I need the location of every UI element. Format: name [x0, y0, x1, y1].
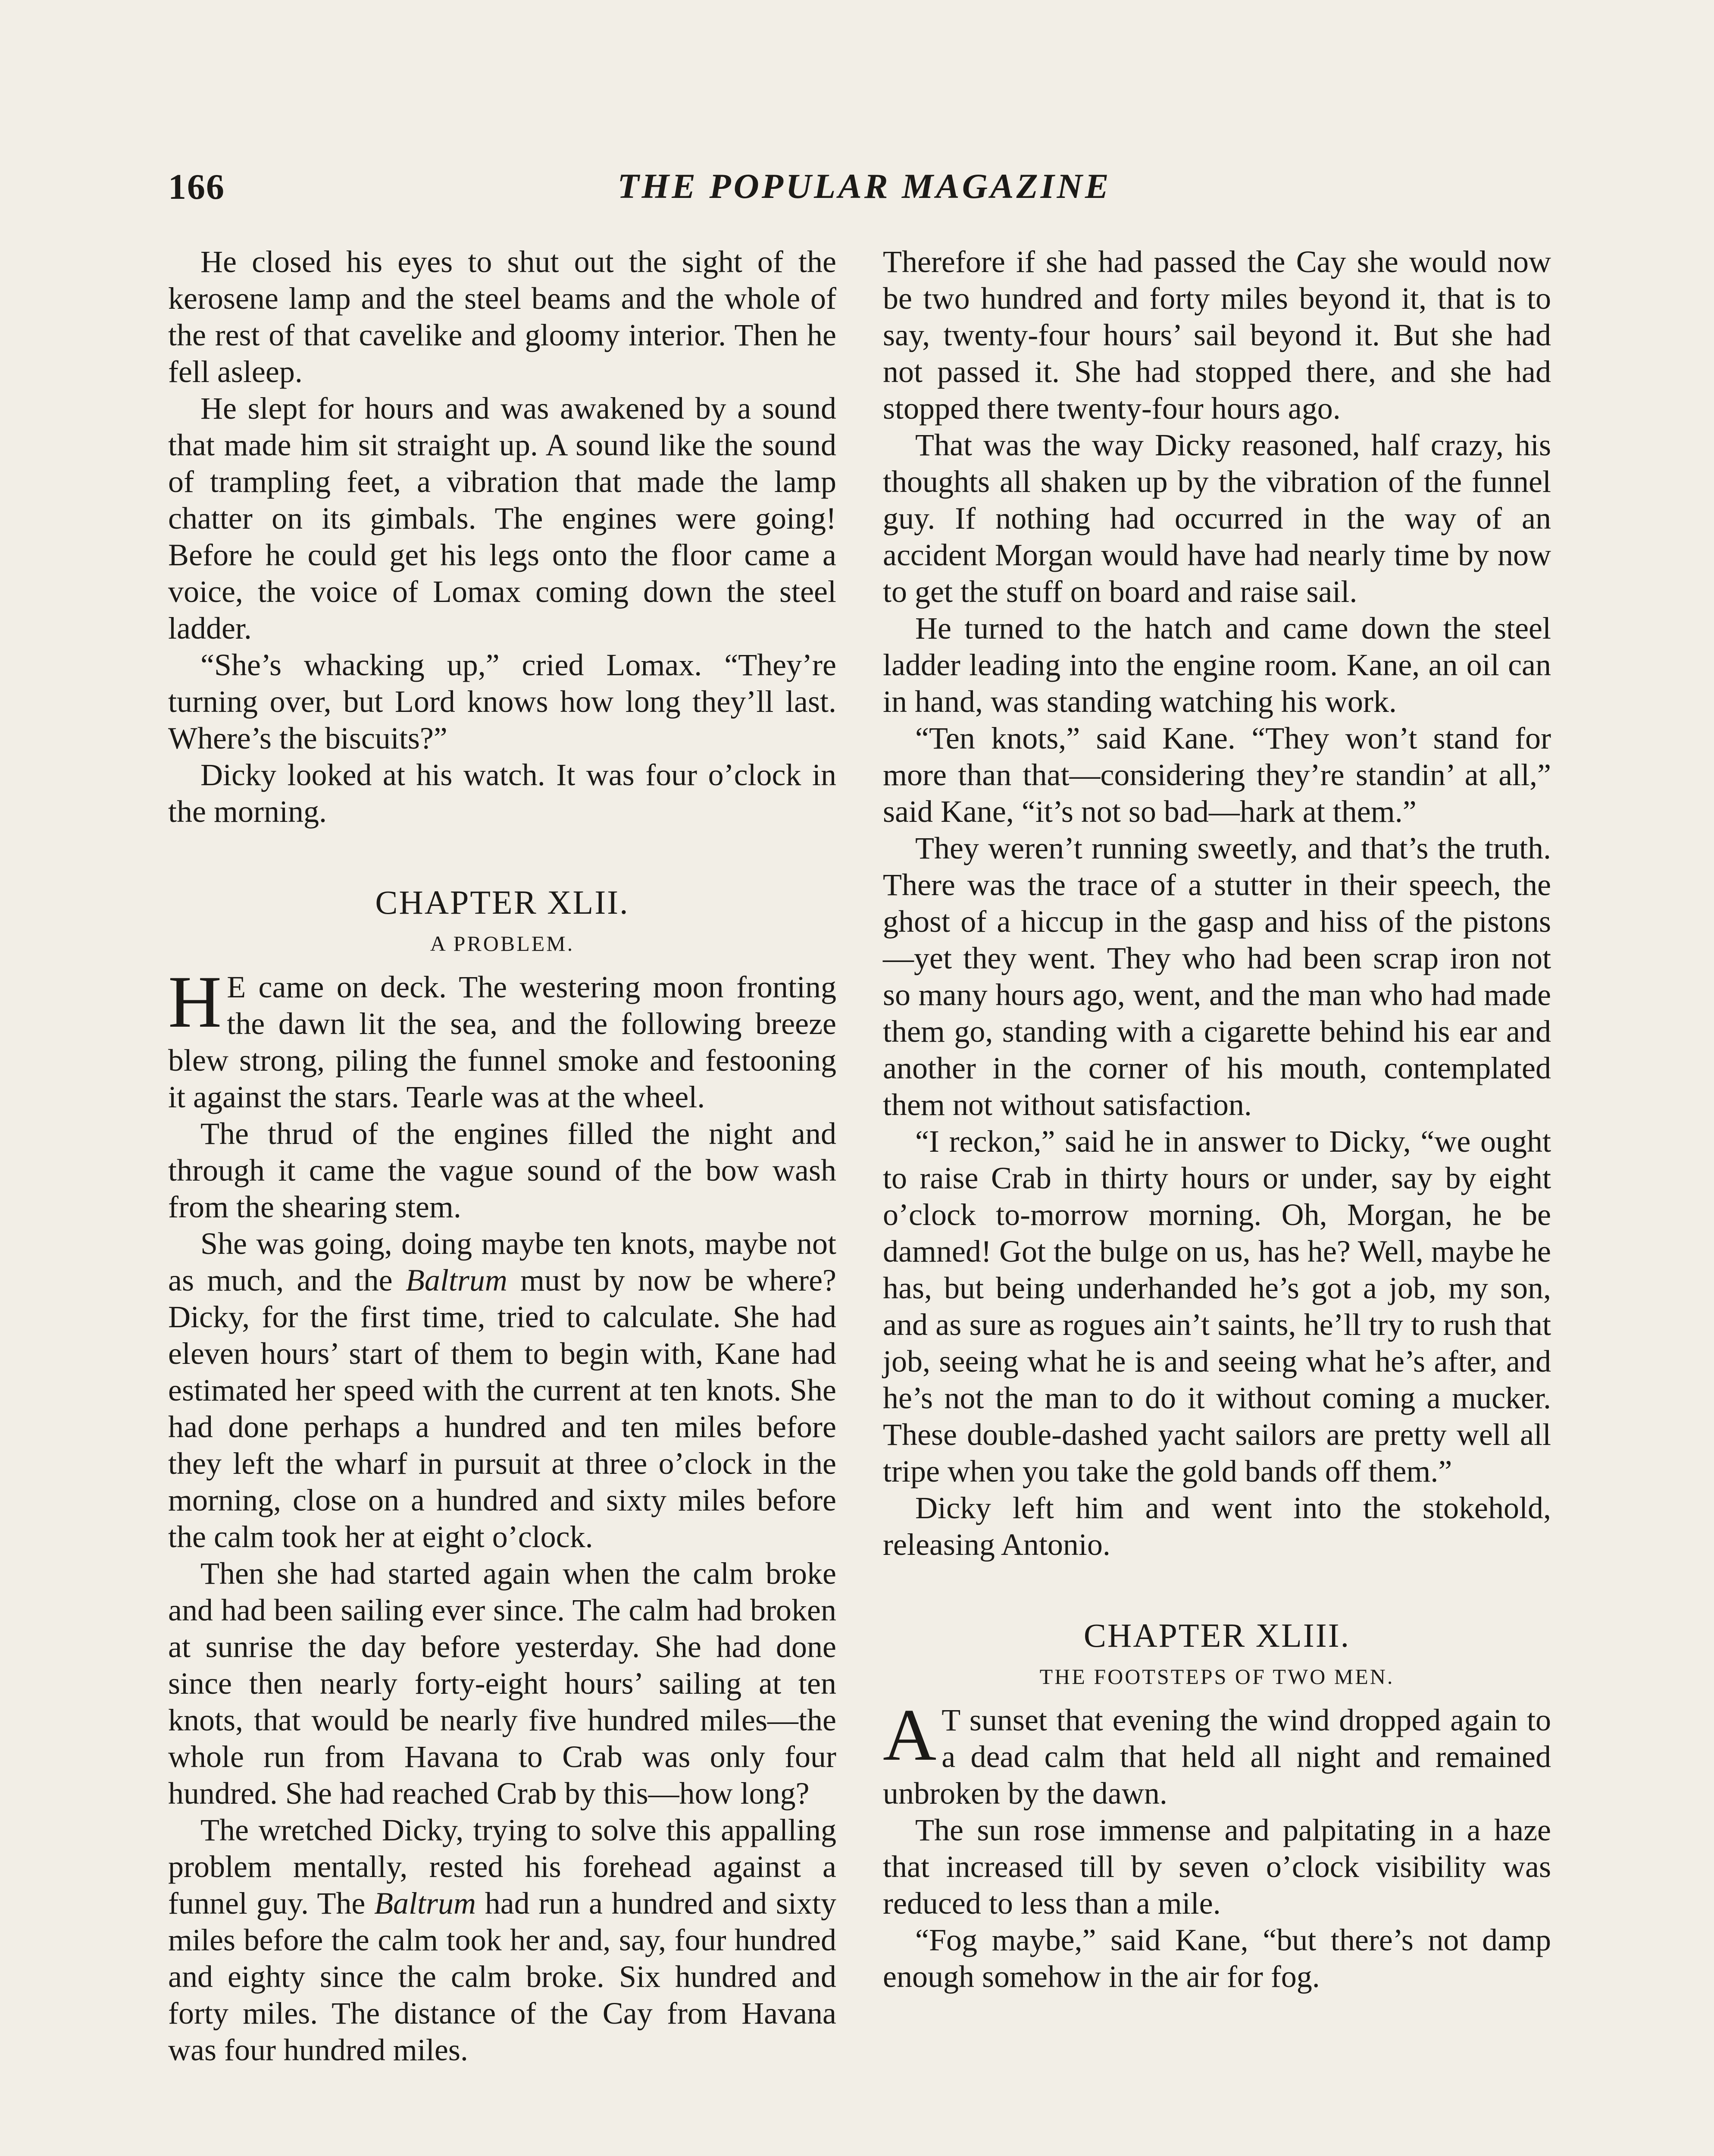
drop-cap: H: [168, 961, 222, 1043]
drop-cap: A: [883, 1694, 937, 1776]
paragraph-text: The wretched Dicky, trying to solve this appalling problem mentally, rested his forehead against a funnel guy. The: [168, 1813, 836, 1921]
paragraph: The sun rose immense and palpitating in a haze that increased till by seven o’clock visibility was reduced to less than a mile.: [883, 1813, 1551, 1921]
paragraph: They weren’t running sweetly, and that’s the truth. There was the trace of a stutter in their speech, the ghost of a hiccup in the gasp and hiss of the pistons—yet they went. They who had been scrap iron not so many hours ago, went, and the man who had made them go, standing with a cigarette behind his ear and another in the corner of his mouth, contemplated them not without satisfaction.: [883, 831, 1551, 1122]
ship-name: Baltrum: [405, 1263, 507, 1297]
paragraph-text: had run a hundred and sixty miles before the calm took her and, say, four hundred and eighty since the calm broke. Six hundred and forty miles. The distance of the Cay from Havana was four hundred miles.: [168, 1886, 837, 2067]
paragraph: He slept for hours and was awakened by a sound that made him sit straight up. A sound like the sound of trampling feet, a vibration that made the lamp chatter on its gimbals. The engines were going! Before he could get his legs onto the floor came a voice, the voice of Lomax coming down the steel ladder.: [168, 391, 836, 646]
paragraph: He closed his eyes to shut out the sight of the kerosene lamp and the steel beams and the whole of the rest of that cavelike and gloomy interior. Then he fell asleep.: [168, 244, 836, 389]
paragraph: “Fog maybe,” said Kane, “but there’s not damp enough somehow in the air for fog.: [883, 1923, 1551, 1994]
paragraph: [168, 1225, 836, 1555]
paragraph: “She’s whacking up,” cried Lomax. “They’re turning over, but Lord knows how long they’ll last. Where’s the biscuits?”: [168, 648, 836, 755]
paragraph: Dicky left him and went into the stokehold, releasing Antonio.: [883, 1491, 1551, 1562]
left-column: [168, 244, 836, 2156]
paragraph: Dicky looked at his watch. It was four o’clock in the morning.: [168, 758, 836, 829]
paragraph: “I reckon,” said he in answer to Dicky, “we ought to raise Crab in thirty hours or under, say by eight o’clock to-morrow morning. Oh, Morgan, he be damned! Got the bulge on us, has he? Well, maybe he has, but being underhanded he’s got a job, my son, and as sure as rogues ain’t saints, he’ll try to rush that job, seeing what he is and seeing what he’s after, and he’s not the man to do it without coming a mucker. These double-dashed yacht sailors are pretty well all tripe when you take the gold bands off them.”: [883, 1124, 1551, 1489]
paragraph-text: must by now be where? Dicky, for the first time, tried to calculate. She had eleven hours’ start of them to begin with, Kane had estimated her speed with the current at ten knots. She had done perhaps a hundred and ten miles before they left the wharf in pursuit at three o’clock in the morning, close on a hundred and sixty miles before the calm took her at eight o’clock.: [168, 1263, 837, 1554]
chapter-heading: CHAPTER XLII.: [375, 884, 629, 921]
paragraph-text: E came on deck. The westering moon fronting the dawn lit the sea, and the following breeze blew strong, piling the funnel smoke and festooning it against the stars. Tearle was at the wheel.: [168, 970, 836, 1114]
paragraph-text: T sunset that evening the wind dropped again to a dead calm that held all night and remained unbroken by the dawn.: [883, 1703, 1551, 1811]
magazine-title: THE POPULAR MAGAZINE: [617, 166, 1111, 206]
paragraph: “Ten knots,” said Kane. “They won’t stand for more than that—considering they’re standin’ at all,” said Kane, “it’s not so bad—hark at them.”: [883, 721, 1551, 829]
paragraph: [168, 1812, 836, 2068]
page-number: 166: [168, 167, 225, 207]
right-column: [883, 244, 1551, 2156]
paragraph: Then she had started again when the calm broke and had been sailing ever since. The calm had broken at sunrise the day before yesterday. She had done since then nearly forty-eight hours’ sailing at ten knots, that would be nearly five hundred miles—the whole run from Havana to Crab was only four hundred. She had reached Crab by this—how long?: [168, 1556, 836, 1811]
ship-name: Baltrum: [374, 1886, 476, 1921]
chapter-subtitle: THE FOOTSTEPS OF TWO MEN.: [1039, 1664, 1395, 1689]
paragraph: Therefore if she had passed the Cay she would now be two hundred and forty miles beyond it, that is to say, twenty-four hours’ sail beyond it. But she had not passed it. She had stopped there, and she had stopped there twenty-four hours ago.: [883, 244, 1551, 426]
page-header: [168, 166, 1561, 222]
chapter-heading: CHAPTER XLIII.: [1083, 1617, 1351, 1654]
paragraph: That was the way Dicky reasoned, half crazy, his thoughts all shaken up by the vibration of the funnel guy. If nothing had occurred in the way of an accident Morgan would have had nearly time by now to get the stuff on board and raise sail.: [883, 428, 1551, 609]
paragraph-text: She was going, doing maybe ten knots, maybe not as much, and the: [168, 1226, 836, 1297]
paragraph: He turned to the hatch and came down the steel ladder leading into the engine room. Kane, an oil can in hand, was standing watching his work.: [883, 611, 1551, 719]
chapter-opening-paragraph: [883, 1694, 1551, 1812]
paragraph: The thrud of the engines filled the night and through it came the vague sound of the bow wash from the shearing stem.: [168, 1116, 836, 1224]
chapter-opening-paragraph: [168, 961, 836, 1116]
chapter-subtitle: A PROBLEM.: [430, 931, 575, 956]
